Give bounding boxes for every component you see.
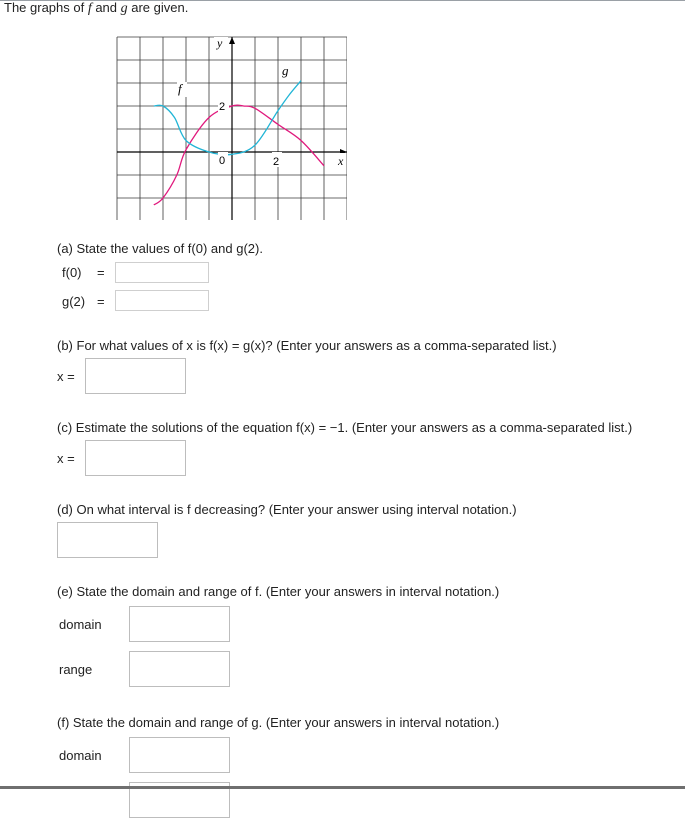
tick-label-y-2: 2: [219, 101, 226, 113]
question-f: (f) State the domain and range of g. (Enter your answers in interval notation.): [57, 715, 500, 730]
question-b: (b) For what values of x is f(x) = g(x)? (Enter your answers as a comma-separated list.): [57, 338, 557, 353]
y-axis-label: y: [217, 36, 223, 50]
tick-label-x-2: 2: [273, 156, 280, 168]
f0-expr: f(0): [187, 241, 208, 256]
c-x-input[interactable]: [85, 440, 186, 476]
g2-equals: =: [97, 294, 105, 309]
header-g: g: [120, 1, 128, 16]
question-a: (a) State the values of f(0) and g(2).: [57, 241, 263, 256]
f0-input[interactable]: [115, 262, 209, 283]
y-axis-arrow: [229, 37, 235, 44]
f-domain-input[interactable]: [129, 737, 230, 773]
g2-label: g(2): [62, 294, 86, 309]
question-c: (c) Estimate the solutions of the equation f(x) = −1. (Enter your answers as a comma-separated list.): [57, 420, 633, 435]
curve-g-label: g: [282, 63, 289, 78]
b-x-label: x =: [57, 369, 75, 384]
e-domain-label: domain: [59, 617, 102, 632]
curve-f: [154, 105, 324, 205]
tick-label-0: 0: [219, 155, 226, 167]
function-graph: [115, 35, 347, 220]
f-domain-label: domain: [59, 748, 102, 763]
d-interval-input[interactable]: [57, 522, 158, 558]
e-range-input[interactable]: [129, 651, 230, 687]
question-e: (e) State the domain and range of f. (Enter your answers in interval notation.): [57, 584, 500, 599]
graph-axes: [117, 37, 347, 220]
e-range-label: range: [59, 662, 93, 677]
curve-g: [154, 81, 301, 155]
e-domain-input[interactable]: [129, 606, 230, 642]
question-d: (d) On what interval is f decreasing? (Enter your answer using interval notation.): [57, 502, 517, 517]
curve-f-label: f: [178, 81, 182, 96]
c-x-label: x =: [57, 451, 75, 466]
header-f: f: [87, 1, 92, 16]
b-x-input[interactable]: [85, 358, 186, 394]
problem-header: The graphs of f and g are given.: [4, 0, 189, 16]
g2-input[interactable]: [115, 290, 209, 311]
f0-equals: =: [97, 265, 105, 280]
f0-label: f(0): [62, 265, 82, 280]
g2-expr: g(2): [236, 241, 260, 256]
x-axis-label: x: [338, 154, 344, 168]
